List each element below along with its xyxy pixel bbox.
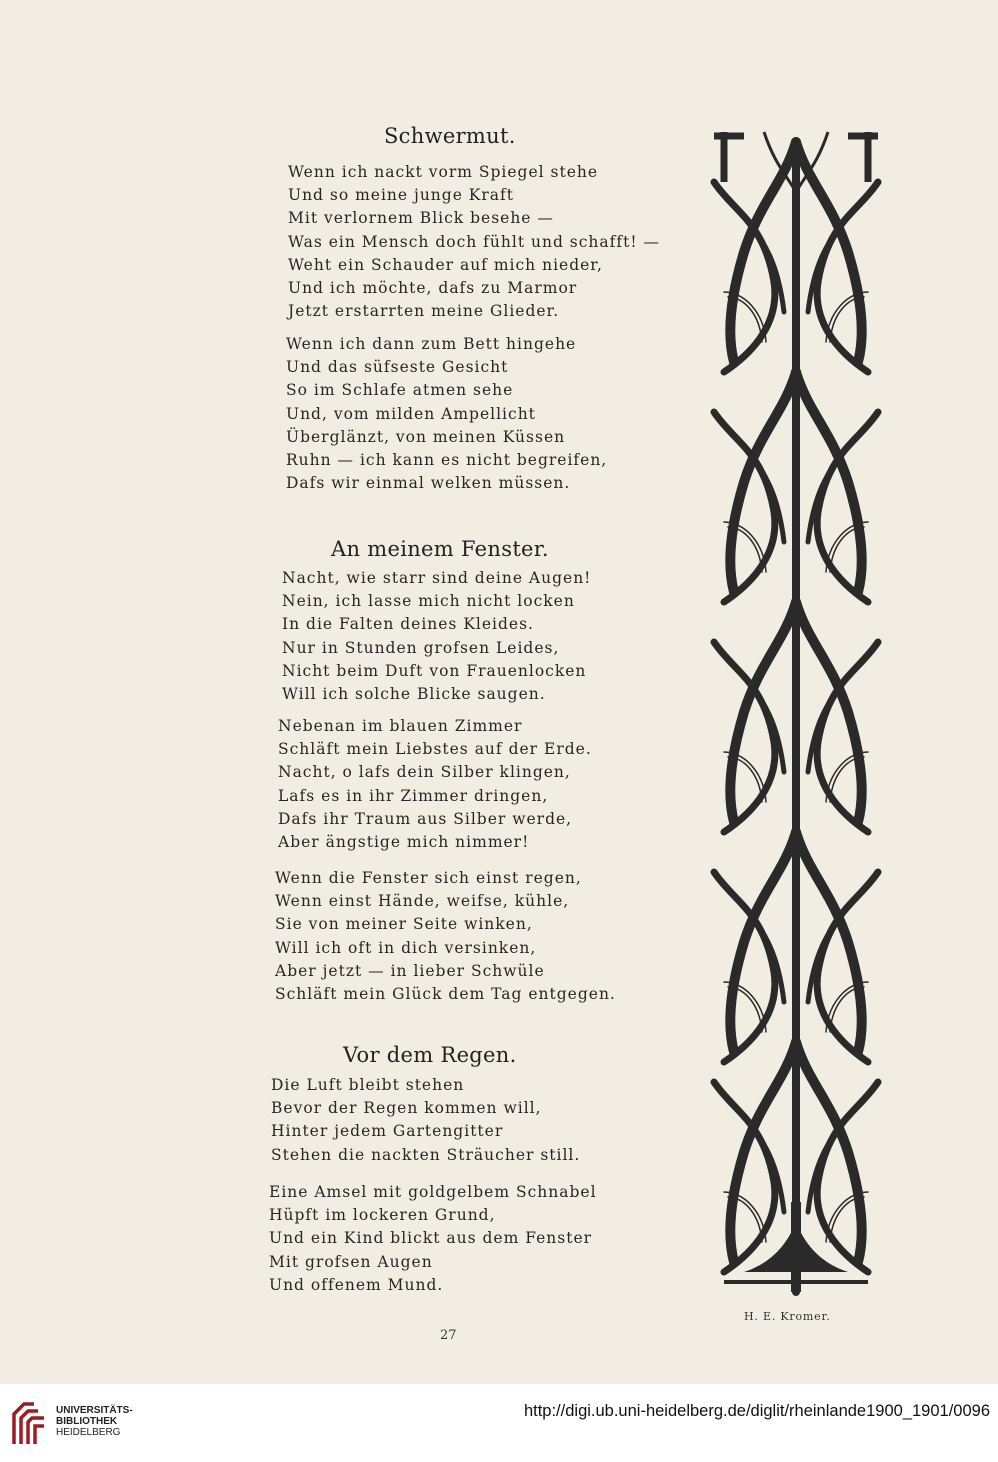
verse-line: Will ich solche Blicke saugen. [282,685,546,704]
verse-line: Nacht, wie starr sind deine Augen! [282,569,592,587]
page-number: 27 [440,1328,457,1343]
verse-line: Nicht beim Duft von Frauenlocken [282,661,587,680]
verse-line: Mit grofsen Augen [269,1252,433,1271]
stanza [271,1074,580,1167]
verse-line: Wenn die Fenster sich einst regen, [275,869,582,887]
verse-line: Die Luft bleibt stehen [271,1076,465,1094]
stanza [282,567,591,706]
library-name-line: BIBLIOTHEK [56,1416,118,1427]
verse-line: Aber ängstige mich nimmer! [278,833,530,852]
verse-line: Nebenan im blauen Zimmer [278,717,523,735]
artist-credit: H. E. Kromer. [744,1310,831,1323]
verse-line: Jetzt erstarrten meine Glieder. [288,302,560,321]
verse-line: Mit verlornem Blick besehe — [288,209,554,228]
verse-line: Und so meine junge Kraft [288,186,515,205]
library-name-line: UNIVERSITÄTS- [56,1405,133,1416]
poem-title-an-meinem-fenster: An meinem Fenster. [331,537,549,561]
verse-line: Ruhn — ich kann es nicht begreifen, [286,451,608,470]
poem-title-schwermut: Schwermut. [384,124,516,148]
verse-line: Will ich oft in dich versinken, [275,938,537,957]
verse-line: Und ein Kind blickt aus dem Fenster [269,1229,593,1248]
verse-line: Und offenem Mund. [269,1275,444,1294]
stanza [286,333,607,495]
verse-line: Nur in Stunden grofsen Leides, [282,638,560,657]
library-name-line: HEIDELBERG [56,1427,121,1438]
verse-line: Hinter jedem Gartengitter [271,1122,504,1141]
verse-line: Nacht, o lafs dein Silber klingen, [278,763,571,782]
verse-line: Sie von meiner Seite winken, [275,915,533,934]
verse-line: Wenn ich nackt vorm Spiegel stehe [288,163,599,181]
verse-line: Weht ein Schauder auf mich nieder, [288,255,603,274]
verse-line: Eine Amsel mit goldgelbem Schnabel [269,1183,597,1201]
stanza [278,715,592,854]
stanza [269,1181,597,1297]
verse-line: Stehen die nackten Sträucher still. [271,1145,581,1164]
verse-line: Und ich möchte, dafs zu Marmor [288,279,578,298]
library-name [56,1405,133,1438]
verse-line: Bevor der Regen kommen will, [271,1099,542,1118]
verse-line: Was ein Mensch doch fühlt und schafft! — [288,232,661,251]
stanza [288,161,660,323]
verse-line: In die Falten deines Kleides. [282,615,534,634]
stanza [275,867,616,1006]
art-nouveau-ornament-illustration [704,122,888,1302]
verse-line: Dafs wir einmal welken müssen. [286,474,571,493]
verse-line: Schläft mein Glück dem Tag entgegen. [275,985,616,1004]
verse-line: Schläft mein Liebstes auf der Erde. [278,740,592,759]
poem-title-vor-dem-regen: Vor dem Regen. [343,1043,517,1067]
footer-bar [0,1384,998,1462]
source-url-link[interactable]: http://digi.ub.uni-heidelberg.de/diglit/rheinlande1900_1901/0096 [523,1402,990,1420]
verse-line: Lafs es in ihr Zimmer dringen, [278,786,549,805]
verse-line: Hüpft im lockeren Grund, [269,1206,496,1225]
verse-line: Und, vom milden Ampellicht [286,404,536,423]
library-logo-icon[interactable] [10,1400,48,1448]
verse-line: So im Schlafe atmen sehe [286,381,514,400]
verse-line: Überglänzt, von meinen Küssen [286,427,566,446]
verse-line: Wenn einst Hände, weifse, kühle, [275,892,570,911]
verse-line: Nein, ich lasse mich nicht locken [282,592,575,611]
verse-line: Und das süfseste Gesicht [286,358,509,377]
verse-line: Aber jetzt — in lieber Schwüle [275,961,545,980]
verse-line: Dafs ihr Traum aus Silber werde, [278,809,573,828]
verse-line: Wenn ich dann zum Bett hingehe [286,335,577,353]
